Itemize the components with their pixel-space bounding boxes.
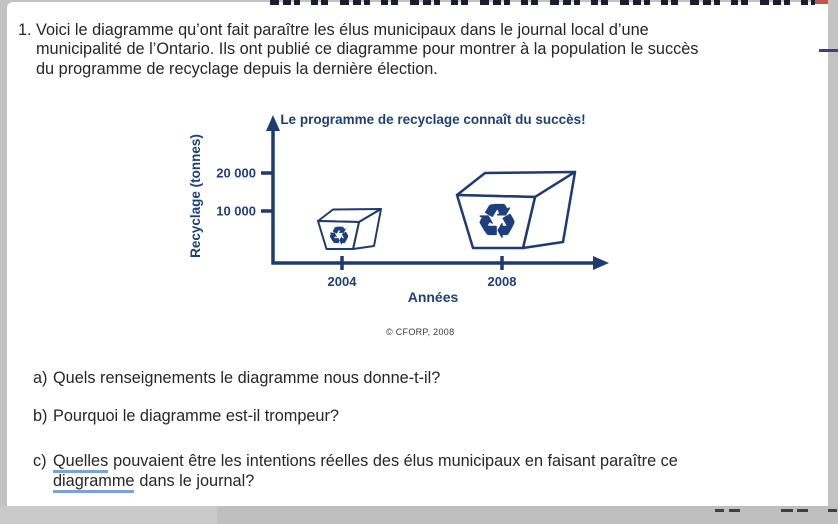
copyright-notice: © CFORP, 2008 [386,327,455,337]
intro-text [36,21,698,79]
status-mark [715,509,724,512]
y-axis-label: Recyclage (tonnes) [188,134,203,258]
question-a [33,369,440,389]
y-axis-arrow-icon [266,115,280,131]
grammar-flagged-word: diagramme [53,472,134,493]
question-c-line-1 [53,452,678,472]
recycle-icon: ♻ [328,223,350,250]
scroll-marker [819,49,838,52]
x-tick-label-2004: 2004 [327,274,357,289]
question-intro [18,21,698,79]
question-c [33,452,678,491]
x-tick-label-2008: 2008 [487,274,517,289]
question-a-label: a) [33,369,48,387]
scrollbar-track[interactable] [828,0,838,524]
intro-line-2: municipalité de l’Ontario. Ils ont publié ce diagramme pour montrer à la population le succès [36,40,699,59]
question-c-line-2-rest: dans le journal? [139,471,255,490]
question-a-text: Quels renseignements le diagramme nous donne-t-il? [53,369,441,387]
question-b-text: Pourquoi le diagramme est-il trompeur? [53,407,339,425]
clipped-header-text [270,0,815,5]
intro-line-3: du programme de recyclage depuis la dernière élection. [36,59,438,78]
question-b [33,407,339,427]
status-band-left [0,506,217,524]
status-mark [781,509,793,512]
x-axis-label: Années [407,289,459,305]
status-mark [828,509,837,512]
status-mark [729,509,740,512]
status-mark [797,509,808,512]
question-b-label: b) [33,407,48,425]
question-c-label: c) [33,452,47,470]
question-number: 1. [18,21,32,39]
recycling-pictograph-chart [185,103,625,313]
y-tick-label-10000: 10 000 [216,203,256,219]
grammar-flagged-word: Quelles [53,452,108,473]
question-c-text [53,452,678,491]
question-c-line-2 [53,472,678,492]
recycle-icon: ♻ [476,195,518,247]
chart-title: Le programme de recyclage connaît du succès! [280,112,586,127]
x-axis-arrow-icon [593,256,609,270]
y-tick-label-20000: 20 000 [216,165,256,181]
question-c-line-1-rest: pouvaient être les intentions réelles des élus municipaux en faisant paraître ce [113,452,678,470]
intro-line-1: Voici le diagramme qu’ont fait paraître les élus municipaux dans le journal local d’une [36,21,649,39]
